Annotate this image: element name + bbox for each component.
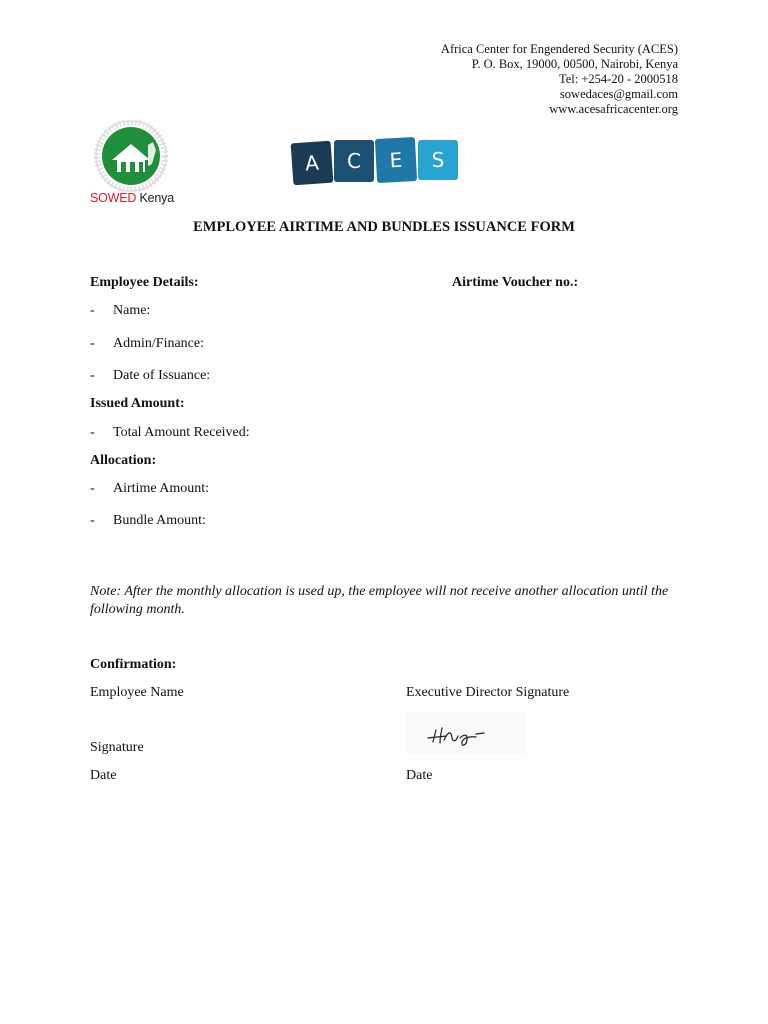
airtime-amount-field	[90, 481, 209, 497]
admin-finance-field	[90, 336, 204, 352]
issued-amount-heading: Issued Amount:	[90, 396, 185, 411]
aces-letter: A	[304, 150, 320, 176]
allocation-note: Note: After the monthly allocation is used up, the employee will not receive another allocation until the following month.	[90, 584, 669, 617]
employee-name-label: Employee Name	[90, 685, 184, 700]
website: www.acesafricacenter.org	[549, 102, 678, 116]
organization-address	[441, 42, 678, 117]
total-amount-label: Total Amount Received:	[113, 425, 250, 440]
total-amount-field	[90, 425, 250, 441]
executive-director-signature-label: Executive Director Signature	[406, 685, 570, 700]
date-of-issuance-label: Date of Issuance:	[113, 368, 211, 383]
sowed-emblem-icon	[90, 120, 182, 192]
director-date-label: Date	[406, 768, 433, 783]
list-dash: -	[90, 303, 95, 318]
airtime-voucher-label: Airtime Voucher no.:	[452, 275, 579, 290]
aces-tile-e	[375, 137, 417, 183]
po-box: P. O. Box, 19000, 00500, Nairobi, Kenya	[471, 57, 678, 71]
list-dash: -	[90, 336, 95, 351]
aces-logo	[290, 136, 462, 190]
admin-finance-label: Admin/Finance:	[113, 336, 204, 351]
aces-letter: C	[347, 149, 361, 173]
aces-letter: S	[431, 148, 445, 172]
form-title: EMPLOYEE AIRTIME AND BUNDLES ISSUANCE FORM	[193, 219, 575, 235]
telephone: Tel: +254-20 - 2000518	[558, 72, 678, 86]
list-dash: -	[90, 513, 95, 528]
bundle-amount-field	[90, 513, 206, 529]
employee-details-heading: Employee Details:	[90, 275, 199, 290]
list-dash: -	[90, 368, 95, 383]
name-label: Name:	[113, 303, 151, 318]
bundle-amount-label: Bundle Amount:	[113, 513, 206, 528]
kenya-word: Kenya	[136, 191, 174, 205]
org-name: Africa Center for Engendered Security (ACES)	[440, 42, 678, 56]
aces-tile-s	[418, 140, 458, 180]
aces-tile-c	[334, 140, 374, 182]
email: sowedaces@gmail.com	[559, 87, 678, 101]
signature-label: Signature	[90, 740, 144, 755]
list-dash: -	[90, 425, 95, 440]
confirmation-heading: Confirmation:	[90, 657, 177, 672]
name-field	[90, 303, 150, 319]
date-of-issuance-field	[90, 368, 210, 384]
handwritten-signature	[406, 712, 526, 754]
aces-letter: E	[389, 147, 403, 173]
sowed-word: SOWED	[90, 191, 137, 205]
sowed-kenya-wordmark	[90, 191, 174, 205]
airtime-amount-label: Airtime Amount:	[113, 481, 210, 496]
employee-date-label: Date	[90, 768, 117, 783]
aces-tile-a	[291, 141, 334, 186]
list-dash: -	[90, 481, 95, 496]
allocation-heading: Allocation:	[90, 453, 157, 468]
sowed-kenya-logo	[90, 120, 182, 210]
